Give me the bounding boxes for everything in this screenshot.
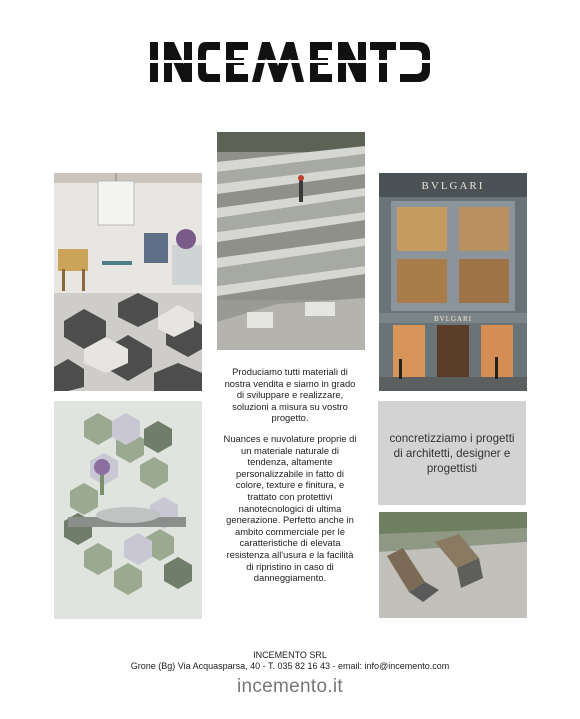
- photo-bulgari-facade: [379, 173, 527, 391]
- bulgari-sign-lower: BVLGARI: [433, 315, 473, 323]
- incemento-logo-mark: [148, 40, 432, 84]
- footer-website[interactable]: incemento.it: [236, 676, 344, 697]
- photo-hexagon-floor-interior: [54, 173, 202, 391]
- bulgari-sign-top: BVLGARI: [421, 180, 485, 192]
- body-paragraph-2: Nuances e nuvolature proprie di un materiale naturale di tendenza, altamente personalizzabile in fatto di colore, texture e finitura, e trattato con protettivi nanotecnologici di ultima generazione. Perfetto anche in ambito commerciale per le caratteristiche di elevata resistenza all'usura e la facilità di ripristino in caso di danneggiamento.: [223, 432, 357, 584]
- callout-box: [378, 401, 526, 505]
- photo-amphitheatre-steps: [217, 132, 365, 350]
- brand-logo: [148, 40, 432, 84]
- footer-contact-address: Grone (Bg) Via Acquasparsa, 40 - T. 035 82 16 43 - email: info@incemento.com: [130, 661, 450, 671]
- body-paragraph-1: Produciamo tutti materiali di nostra vendita e siamo in grado di sviluppare e realizzare, soluzioni a misura su vostro progetto.: [224, 366, 356, 424]
- photo-outdoor-benches: [379, 512, 527, 618]
- callout-text: concretizziamo i progetti di architetti, designer e progettisti: [389, 431, 515, 475]
- photo-hexagon-bathroom: [54, 401, 202, 619]
- body-copy: [222, 366, 358, 584]
- footer-company-name: INCEMENTO SRL: [253, 650, 327, 660]
